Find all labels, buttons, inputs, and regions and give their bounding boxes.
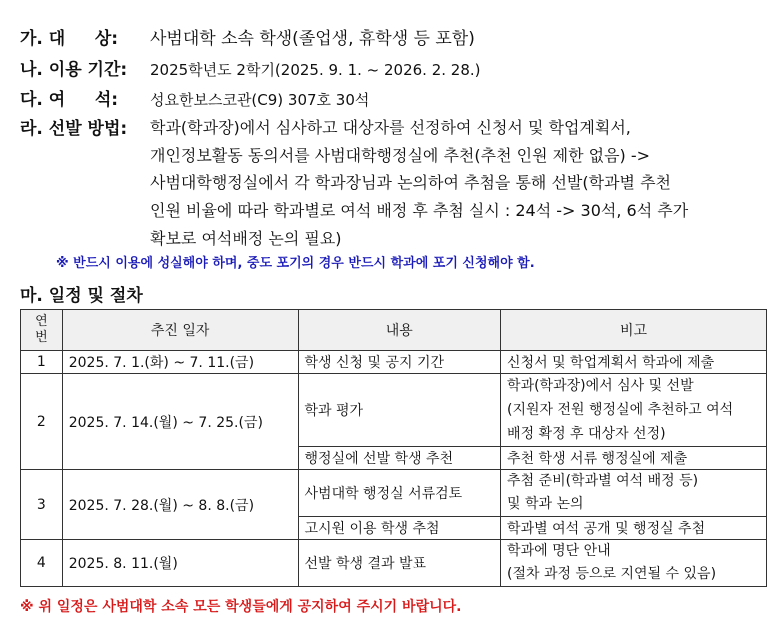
schedule-title: 마. 일정 및 절차 bbox=[20, 286, 143, 306]
remark-line: 추첨 준비(학과별 여석 배정 등) bbox=[507, 473, 699, 489]
target-value: 사범대학 소속 학생(졸업생, 휴학생 등 포함) bbox=[150, 29, 475, 49]
row-content: 고시원 이용 학생 추첨 bbox=[298, 517, 501, 540]
header-no-bottom: 번 bbox=[35, 330, 48, 345]
row-content: 행정실에 선발 학생 추천 bbox=[298, 447, 501, 470]
method-line: 학과(학과장)에서 심사하고 대상자를 선정하여 신청서 및 학업계획서, bbox=[150, 118, 631, 137]
table-row bbox=[21, 374, 767, 447]
row-remark: 학과별 여석 공개 및 행정실 추첨 bbox=[501, 517, 767, 540]
row-date: 2025. 7. 1.(화) ~ 7. 11.(금) bbox=[62, 351, 298, 374]
table-row bbox=[21, 470, 767, 517]
method-line: 확보로 여석배정 논의 필요) bbox=[150, 229, 342, 248]
row-content: 선발 학생 결과 발표 bbox=[298, 540, 501, 587]
method-line: 개인정보활동 동의서를 사범대학행정실에 추천(추천 인원 제한 없음) -> bbox=[150, 146, 651, 165]
remark-line: (절차 과정 등으로 지연될 수 있음) bbox=[507, 566, 717, 582]
period-row bbox=[20, 55, 481, 80]
table-row bbox=[21, 351, 767, 374]
row-date: 2025. 8. 11.(월) bbox=[62, 540, 298, 587]
method-line: 인원 비율에 따라 학과별로 여석 배정 후 추첨 실시 : 24석 -> 30석, 6석 추가 bbox=[150, 201, 689, 220]
row-remark: 추천 학생 서류 행정실에 제출 bbox=[501, 447, 767, 470]
remark-line: 및 학과 논의 bbox=[507, 496, 584, 512]
notice-blue: ※ 반드시 이용에 성실해야 하며, 중도 포기의 경우 반드시 학과에 포기 신청해야 함. bbox=[56, 256, 535, 271]
row-remark: 신청서 및 학업계획서 학과에 제출 bbox=[501, 351, 767, 374]
seats-label: 다. 여 석: bbox=[20, 90, 119, 110]
method-label: 라. 선발 방법: bbox=[20, 119, 128, 139]
row-content: 사범대학 행정실 서류검토 bbox=[298, 470, 501, 517]
method-line: 사범대학행정실에서 각 학과장님과 논의하여 추첨을 통해 선발(학과별 추천 bbox=[150, 173, 671, 192]
header-remark: 비고 bbox=[501, 310, 767, 351]
period-label: 나. 이용 기간: bbox=[20, 60, 128, 80]
seats-row bbox=[20, 85, 369, 110]
method-row bbox=[20, 114, 144, 139]
remark-line: 배정 확정 후 대상자 선정) bbox=[507, 426, 666, 442]
row-date: 2025. 7. 14.(월) ~ 7. 25.(금) bbox=[62, 374, 298, 470]
seats-value: 성요한보스코관(C9) 307호 30석 bbox=[150, 91, 370, 109]
row-remark bbox=[501, 374, 767, 447]
row-remark bbox=[501, 470, 767, 517]
notice-red: ※ 위 일정은 사범대학 소속 모든 학생들에게 공지하여 주시기 바랍니다. bbox=[20, 599, 462, 615]
row-no: 1 bbox=[21, 351, 63, 374]
schedule-table bbox=[20, 309, 767, 587]
remark-line: 학과(학과장)에서 심사 및 선발 bbox=[507, 378, 694, 394]
table-row bbox=[21, 540, 767, 587]
header-content: 내용 bbox=[298, 310, 501, 351]
row-date: 2025. 7. 28.(월) ~ 8. 8.(금) bbox=[62, 470, 298, 540]
row-no: 3 bbox=[21, 470, 63, 540]
row-content: 학생 신청 및 공지 기간 bbox=[298, 351, 501, 374]
remark-line: 학과에 명단 안내 bbox=[507, 543, 611, 559]
period-value: 2025학년도 2학기(2025. 9. 1. ~ 2026. 2. 28.) bbox=[150, 61, 481, 79]
row-content: 학과 평가 bbox=[298, 374, 501, 447]
row-no: 4 bbox=[21, 540, 63, 587]
header-no-top: 연 bbox=[35, 314, 48, 329]
header-no bbox=[21, 310, 63, 351]
remark-line: (지원자 전원 행정실에 추천하고 여석 bbox=[507, 402, 734, 418]
target-label: 가. 대 상: bbox=[20, 29, 119, 49]
header-date: 추진 일자 bbox=[62, 310, 298, 351]
row-remark bbox=[501, 540, 767, 587]
target-row bbox=[20, 24, 475, 49]
table-header-row bbox=[21, 310, 767, 351]
row-no: 2 bbox=[21, 374, 63, 470]
